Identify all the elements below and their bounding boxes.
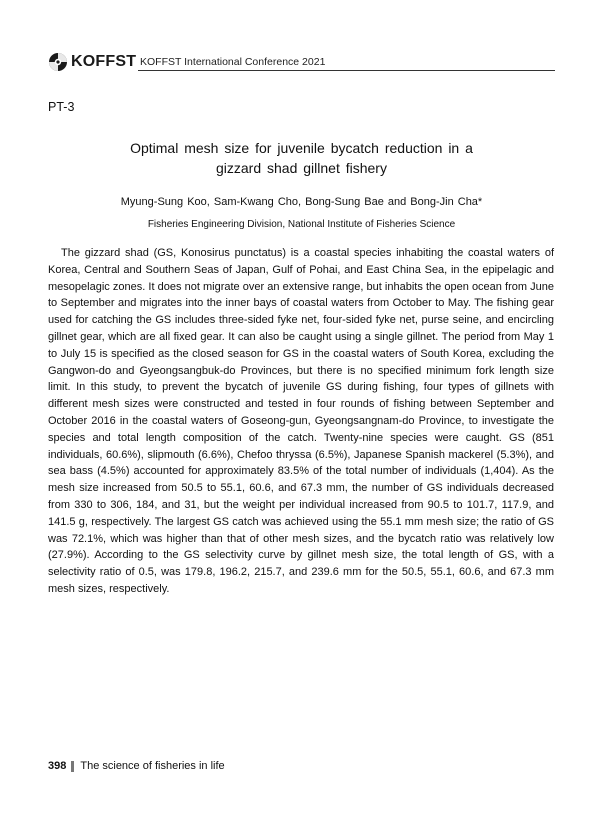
abstract-text: The gizzard shad (GS, Konosirus punctatus) is a coastal species inhabiting the coastal waters of Korea, Central and Southern Seas of Japan, Gulf of Pohai, and East China Sea, in the epipelagic and mesopelagic zones. It does not migrate over an extensive range, but inhabits the open ocean from June to September and migrates into the inner bays of coastal waters from October to May. The fishing gear used for catching the GS includes three-sided fyke net, four-sided fyke net, purse seine, and encircling gillnet gear, which are all fixed gear. It can also be caught using a single gillnet. The period from May 1 to July 15 is specified as the closed season for GS in the coastal waters of South Korea, excluding the Gangwon-do and Gyeongsangbuk-do Provinces, but there is no specified minimum fork length size limit. In this study, to prevent the bycatch of juvenile GS during fishing, four types of gillnets with different mesh sizes were constructed and tested in four rounds of fishing between September and October 2016 in the coastal waters of Goseong-gun, Gyeongsangnam-do Province, to investigate the species and total length composition of the catch. Twenty-nine species were caught. GS (851 individuals, 60.6%), slipmouth (6.6%), Chefoo thryssa (6.5%), Japanese Spanish mackerel (5.3%), and sea bass (4.5%) accounted for approximately 83.5% of the total number of individuals (1,404). As the mesh size increased from 50.5 to 55.1, 60.6, and 67.3 mm, the number of GS individuals decreased from 330 to 306, 184, and 31, but the weight per individual increased from 90.5 to 101.7, 117.9, and 141.5 g, respectively. The largest GS catch was achieved using the 55.1 mm mesh size; the ratio of GS was 72.1%, which was higher than that of other mesh sizes, and the bycatch ratio was relatively low (27.9%). According to the GS selectivity curve by gillnet mesh size, the total length of GS, with a selectivity ratio of 0.5, was 179.8, 196.2, 215.7, and 239.6 mm for the 50.5, 55.1, 60.6, and 67.3 mm mesh sizes, respectively.: [48, 247, 554, 595]
paper-title: [48, 138, 555, 178]
header-rule: [138, 70, 555, 71]
logo-text: KOFFST: [71, 53, 137, 70]
vertical-bar-icon: [71, 761, 74, 772]
authors: Myung-Sung Koo, Sam-Kwang Cho, Bong-Sung Bae and Bong-Jin Cha*: [120, 196, 483, 208]
koffst-spiral-logo-icon: [48, 52, 68, 72]
page-header: [48, 51, 555, 73]
koffst-logo: [48, 51, 136, 73]
journal-name: The science of fisheries in life: [80, 760, 225, 772]
title-line-2: gizzard shad gillnet fishery: [216, 160, 387, 176]
paper-code: PT-3: [48, 100, 75, 114]
affiliation: Fisheries Engineering Division, National Institute of Fisheries Science: [147, 219, 456, 230]
conference-name: KOFFST International Conference 2021: [140, 56, 326, 68]
page-footer: [48, 760, 225, 772]
page-number: 398: [48, 760, 67, 772]
title-line-1: Optimal mesh size for juvenile bycatch reduction in a: [130, 140, 473, 156]
